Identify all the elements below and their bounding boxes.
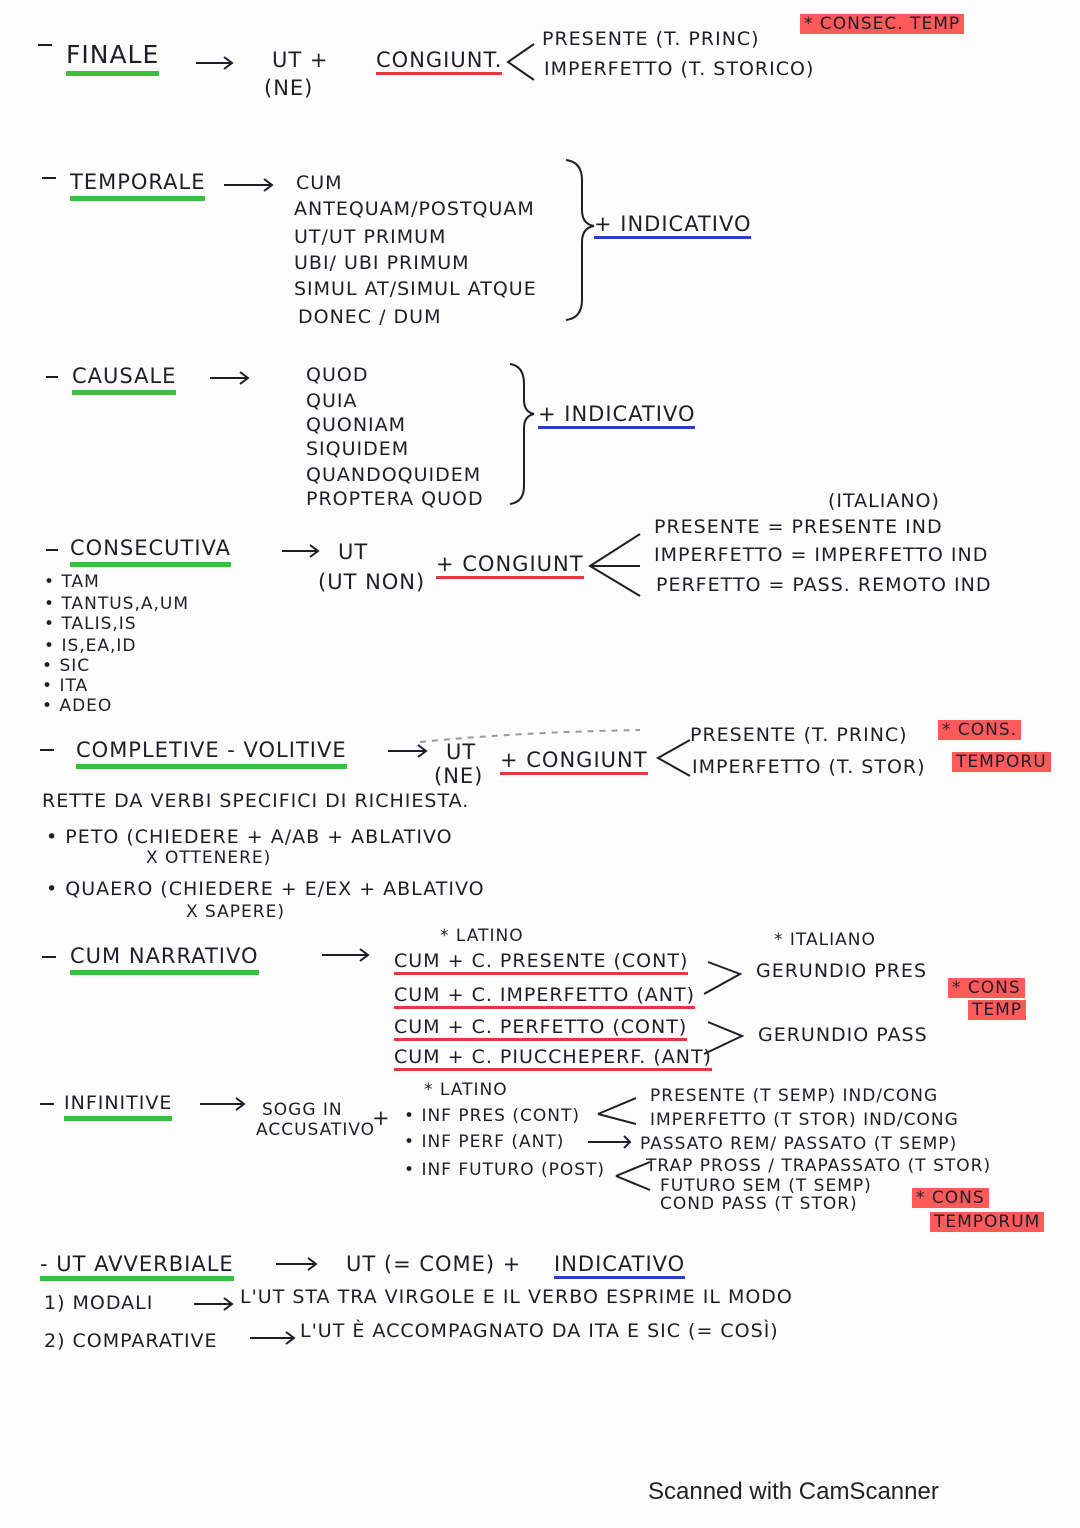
infinitive-ita: PRESENTE (T SEMP) IND/CONG bbox=[650, 1086, 939, 1106]
cum-cons-tag: * CONS bbox=[948, 978, 1025, 998]
consecutiva-italiano-header: (ITALIANO) bbox=[828, 490, 940, 512]
causale-mode: + INDICATIVO bbox=[538, 402, 695, 429]
finale-title: FINALE bbox=[66, 40, 159, 76]
temporale-title: TEMPORALE bbox=[70, 170, 205, 201]
ut-modali: 1) MODALI bbox=[44, 1292, 154, 1314]
temporale-item: CUM bbox=[296, 172, 343, 194]
correlative-item: • ITA bbox=[42, 676, 89, 696]
cum-row: CUM + C. IMPERFETTO (ANT) bbox=[394, 984, 695, 1006]
infinitive-ita: COND PASS (T STOR) bbox=[660, 1194, 858, 1214]
temporale-item: UBI/ UBI PRIMUM bbox=[294, 252, 470, 274]
infinitive-sogg: SOGG IN bbox=[262, 1100, 343, 1120]
infinitive-ita: IMPERFETTO (T STOR) IND/CONG bbox=[650, 1110, 959, 1130]
consecutiva-row: IMPERFETTO = IMPERFETTO IND bbox=[654, 544, 989, 566]
causale-item: PROPTERA QUOD bbox=[306, 488, 484, 510]
temporale-item: SIMUL AT/SIMUL ATQUE bbox=[294, 278, 537, 300]
ut-comparative-desc: L'UT È ACCOMPAGNATO DA ITA E SIC (= COSÌ) bbox=[300, 1320, 779, 1342]
consecutiva-ut-non: (UT NON) bbox=[318, 570, 426, 594]
temporale-mode: + INDICATIVO bbox=[594, 212, 751, 239]
finale-presente: PRESENTE (T. PRINC) bbox=[542, 28, 760, 50]
ut-avverbiale-mode: INDICATIVO bbox=[554, 1252, 685, 1279]
completive-cons-tag: * CONS. bbox=[938, 720, 1021, 740]
infinitive-inf: • INF PERF (ANT) bbox=[404, 1132, 565, 1152]
cum-row: CUM + C. PERFETTO (CONT) bbox=[394, 1016, 687, 1038]
completive-quaero: • QUAERO (CHIEDERE + E/EX + ABLATIVO bbox=[46, 878, 485, 900]
infinitive-ita: FUTURO SEM (T SEMP) bbox=[660, 1176, 872, 1196]
infinitive-inf: • INF FUTURO (POST) bbox=[404, 1160, 606, 1180]
finale-congiunt: CONGIUNT. bbox=[376, 48, 502, 75]
finale-conj: UT + bbox=[272, 48, 329, 72]
cum-latino-label: * LATINO bbox=[440, 926, 524, 946]
correlative-item: • TALIS,IS bbox=[44, 614, 137, 634]
ut-comparative: 2) COMPARATIVE bbox=[44, 1330, 218, 1352]
consecutiva-conj: UT bbox=[338, 540, 369, 564]
correlative-item: • IS,EA,ID bbox=[44, 636, 137, 656]
correlative-item: • ADEO bbox=[42, 696, 113, 716]
causale-item: QUANDOQUIDEM bbox=[306, 464, 482, 486]
causale-item: SIQUIDEM bbox=[306, 438, 410, 460]
temporale-item: DONEC / DUM bbox=[298, 306, 442, 328]
temporale-item: ANTEQUAM/POSTQUAM bbox=[294, 198, 535, 220]
correlative-item: • TAM bbox=[44, 572, 100, 592]
cum-italiano-label: * ITALIANO bbox=[774, 930, 876, 950]
completive-title: COMPLETIVE - VOLITIVE bbox=[76, 738, 347, 769]
infinitive-ita: TRAP PROSS / TRAPASSATO (T STOR) bbox=[646, 1156, 992, 1176]
ut-avverbiale-def: UT (= COME) + bbox=[346, 1252, 522, 1276]
scanner-watermark: Scanned with CamScanner bbox=[648, 1478, 939, 1505]
completive-quaero-sub: X SAPERE) bbox=[186, 902, 285, 922]
finale-consec-tag: * CONSEC. TEMP bbox=[800, 14, 964, 34]
completive-peto-sub: X OTTENERE) bbox=[146, 848, 272, 868]
completive-ne: (NE) bbox=[434, 764, 484, 788]
infinitive-latino-label: * LATINO bbox=[424, 1080, 508, 1100]
correlative-item: • SIC bbox=[42, 656, 91, 676]
infinitive-inf: • INF PRES (CONT) bbox=[404, 1106, 580, 1126]
finale-imperfetto: IMPERFETTO (T. STORICO) bbox=[544, 58, 815, 80]
infinitive-temporum-tag: TEMPORUM bbox=[930, 1212, 1044, 1232]
consecutiva-row: PERFETTO = PASS. REMOTO IND bbox=[656, 574, 992, 596]
cum-row: CUM + C. PIUCCHEPERF. (ANT) bbox=[394, 1046, 712, 1068]
causale-item: QUONIAM bbox=[306, 414, 407, 436]
causale-item: QUOD bbox=[306, 364, 369, 386]
cum-gerundio-pres: GERUNDIO PRES bbox=[756, 960, 928, 982]
infinitive-cons-tag: * CONS bbox=[912, 1188, 989, 1208]
cum-row: CUM + C. PRESENTE (CONT) bbox=[394, 950, 688, 972]
completive-rette: RETTE DA VERBI SPECIFICI DI RICHIESTA. bbox=[42, 790, 470, 812]
completive-temporum-tag: TEMPORU bbox=[952, 752, 1051, 772]
infinitive-title: INFINITIVE bbox=[64, 1092, 172, 1121]
infinitive-plus: + bbox=[372, 1106, 391, 1130]
temporale-item: UT/UT PRIMUM bbox=[294, 226, 447, 248]
completive-congiunt: + CONGIUNT bbox=[500, 748, 648, 775]
completive-imperfetto: IMPERFETTO (T. STOR) bbox=[692, 756, 926, 778]
cum-narrativo-title: CUM NARRATIVO bbox=[70, 944, 259, 975]
cum-temp-tag: TEMP bbox=[968, 1000, 1026, 1020]
ut-modali-desc: L'UT STA TRA VIRGOLE E IL VERBO ESPRIME IL MODO bbox=[240, 1286, 793, 1308]
causale-title: CAUSALE bbox=[72, 364, 176, 395]
correlative-item: • TANTUS,A,UM bbox=[44, 594, 190, 614]
causale-item: QUIA bbox=[306, 390, 358, 412]
cum-gerundio-pass: GERUNDIO PASS bbox=[758, 1024, 928, 1046]
ut-avverbiale-title: - UT AVVERBIALE bbox=[40, 1252, 234, 1276]
finale-ne: (NE) bbox=[264, 76, 314, 100]
completive-peto: • PETO (CHIEDERE + A/AB + ABLATIVO bbox=[46, 826, 453, 848]
consecutiva-row: PRESENTE = PRESENTE IND bbox=[654, 516, 943, 538]
infinitive-accusativo: ACCUSATIVO bbox=[256, 1120, 376, 1140]
completive-conj: UT bbox=[446, 740, 477, 764]
consecutiva-congiunt: + CONGIUNT bbox=[436, 552, 584, 579]
consecutiva-title: CONSECUTIVA bbox=[70, 536, 231, 567]
infinitive-ita: PASSATO REM/ PASSATO (T SEMP) bbox=[640, 1134, 958, 1154]
completive-presente: PRESENTE (T. PRINC) bbox=[690, 724, 908, 746]
